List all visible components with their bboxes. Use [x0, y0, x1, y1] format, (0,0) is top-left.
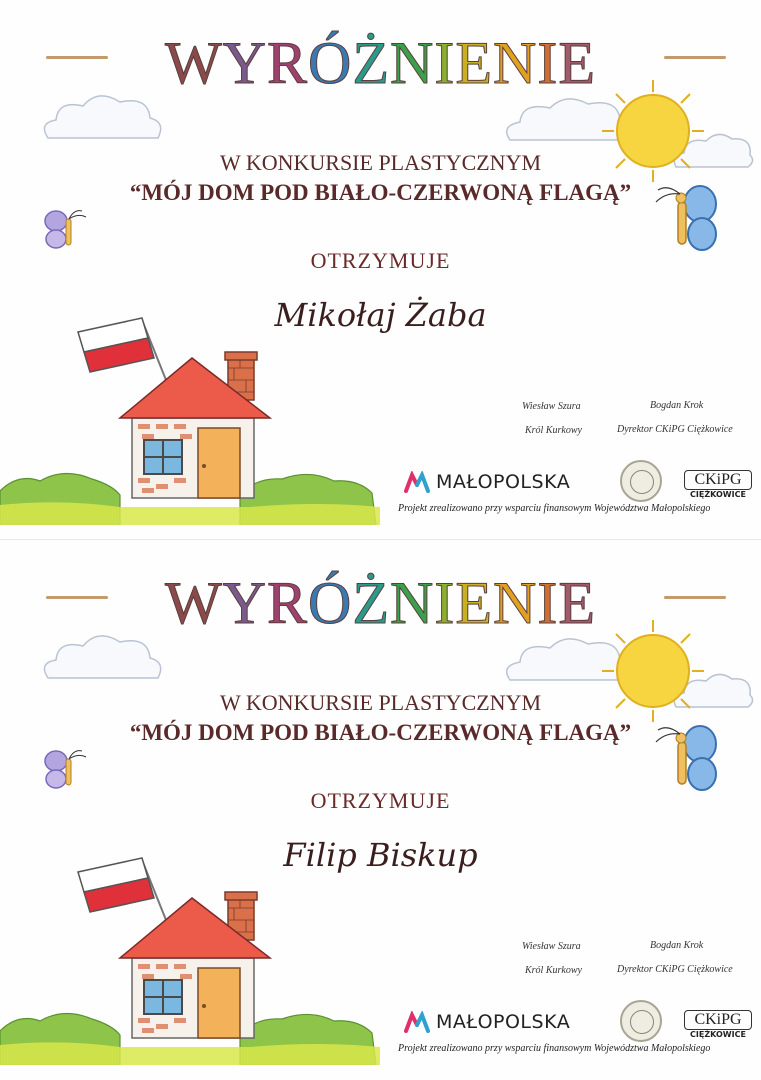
title-letter: W [165, 30, 223, 96]
title-letter: I [537, 570, 559, 636]
title-letter: I [434, 570, 456, 636]
signatory-2-name: Bogdan Krok [650, 400, 704, 411]
ckipg-logo-main: CKiPG [684, 1010, 752, 1030]
receives-label: OTRZYMUJE [310, 788, 451, 813]
title-letter: W [165, 570, 223, 636]
signatory-2-role: Dyrektor CKiPG Ciężkowice [617, 964, 733, 975]
signatory-2-name: Bogdan Krok [650, 940, 704, 951]
funding-note: Projekt zrealizowano przy wsparciu finansowym Województwa Małopolskiego [398, 503, 711, 514]
flag-icon [78, 318, 154, 372]
title-letter: N [493, 570, 538, 636]
title-letter: E [455, 570, 493, 636]
title-letter: N [390, 30, 435, 96]
title-letter: Y [222, 570, 267, 636]
recipient-name: Mikołaj Żaba [274, 296, 487, 334]
title-letter: R [266, 570, 309, 636]
signatory-1-role: Król Kurkowy [525, 425, 582, 436]
signatory-1-name: Wiesław Szura [522, 941, 581, 952]
contest-name: “MÓJ DOM POD BIAŁO-CZERWONĄ FLAGĄ” [129, 180, 632, 205]
cloud-icon [38, 88, 168, 148]
seal-icon [620, 460, 662, 502]
signatory-2-role: Dyrektor CKiPG Ciężkowice [617, 424, 733, 435]
title-letter: R [266, 30, 309, 96]
title-letter: Ó [308, 30, 353, 96]
signatory-1-role: Król Kurkowy [525, 965, 582, 976]
title-letter: Y [222, 30, 267, 96]
title-letter: N [493, 30, 538, 96]
brand-name: MAŁOPOLSKA [436, 471, 571, 493]
house-icon [70, 850, 280, 1050]
contest-line: W KONKURSIE PLASTYCZNYM [219, 690, 542, 715]
title-letter: Ó [308, 570, 353, 636]
ckipg-logo [684, 458, 752, 502]
funding-note: Projekt zrealizowano przy wsparciu finansowym Województwa Małopolskiego [398, 1043, 711, 1054]
cloud-icon [38, 628, 168, 688]
ckipg-logo [684, 998, 752, 1042]
malopolska-logo-icon [404, 471, 430, 493]
title-letter: Ż [352, 30, 391, 96]
title-letter: I [434, 30, 456, 96]
seal-icon [620, 1000, 662, 1042]
title-letter: E [455, 30, 493, 96]
receives-label: OTRZYMUJE [310, 248, 451, 273]
brand-name: MAŁOPOLSKA [436, 1011, 571, 1033]
title-letter: E [558, 30, 596, 96]
title-letter: I [537, 30, 559, 96]
ckipg-logo-main: CKiPG [684, 470, 752, 490]
title-letter: N [390, 570, 435, 636]
ckipg-logo-sub: CIĘŻKOWICE [690, 1030, 746, 1039]
malopolska-logo [404, 1008, 570, 1036]
title-letter: E [558, 570, 596, 636]
title-letter: Ż [352, 570, 391, 636]
flag-icon [78, 858, 154, 912]
malopolska-logo [404, 468, 570, 496]
ckipg-logo-sub: CIĘŻKOWICE [690, 490, 746, 499]
house-icon [70, 310, 280, 510]
contest-name: “MÓJ DOM POD BIAŁO-CZERWONĄ FLAGĄ” [129, 720, 632, 745]
contest-line: W KONKURSIE PLASTYCZNYM [219, 150, 542, 175]
certificate-2 [0, 540, 761, 1080]
recipient-name: Filip Biskup [283, 836, 478, 874]
signatory-1-name: Wiesław Szura [522, 401, 581, 412]
malopolska-logo-icon [404, 1011, 430, 1033]
